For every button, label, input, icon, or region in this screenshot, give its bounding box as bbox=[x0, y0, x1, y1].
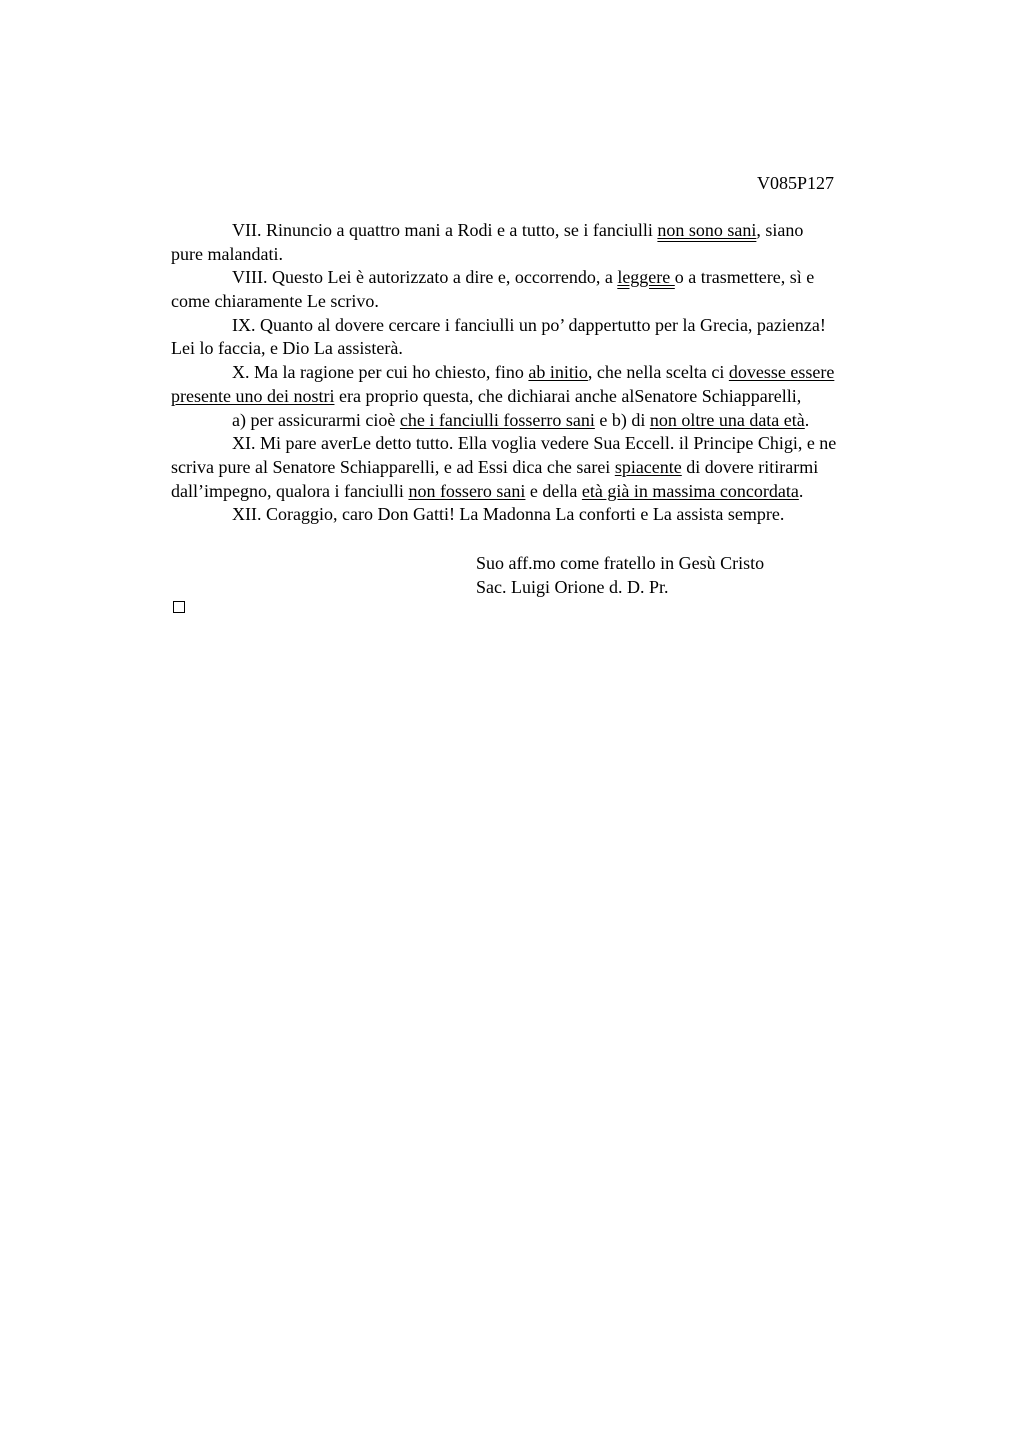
paragraph-11-line-3: dall’impegno, qualora i fanciulli non fossero sani e della età già in massima concordata. bbox=[171, 480, 804, 501]
paragraph-12-line-1: XII. Coraggio, caro Don Gatti! La Madonna La conforti e La assista sempre. bbox=[232, 504, 785, 525]
paragraph-8-line-2: come chiaramente Le scrivo. bbox=[171, 291, 379, 312]
letter-body bbox=[171, 219, 941, 527]
signature-name: Sac. Luigi Orione d. D. Pr. bbox=[476, 577, 669, 597]
double-underlined-phrase: leggere bbox=[617, 267, 675, 288]
page-reference: V085P127 bbox=[757, 173, 835, 193]
paragraph-7-line-2: pure malandati. bbox=[171, 243, 283, 264]
underlined-phrase: dovesse essere bbox=[728, 362, 835, 383]
paragraph-10-line-3: a) per assicurarmi cioè che i fanciulli fosserro sani e b) di non oltre una data età. bbox=[232, 409, 810, 430]
double-underlined-phrase: non sono sani bbox=[657, 220, 757, 240]
paragraph-11-line-2: scriva pure al Senatore Schiapparelli, e ad Essi dica che sarei spiacente di dovere ritirarmi bbox=[171, 456, 819, 477]
paragraph-10-line-2: presente uno dei nostri era proprio questa, che dichiarai anche alSenatore Schiapparelli, bbox=[171, 385, 802, 406]
paragraph-11-line-1: XI. Mi pare averLe detto tutto. Ella voglia vedere Sua Eccell. il Principe Chigi, e ne bbox=[232, 433, 837, 454]
paragraph-8-line-1: VIII. Questo Lei è autorizzato a dire e, occorrendo, a leggere o a trasmettere, sì e bbox=[232, 267, 815, 288]
signature-block bbox=[476, 551, 764, 599]
underlined-phrase: età già in massima concordata bbox=[581, 480, 799, 501]
square-box-icon bbox=[173, 601, 185, 613]
paragraph-9-line-2: Lei lo faccia, e Dio La assisterà. bbox=[171, 338, 403, 359]
signature-closing: Suo aff.mo come fratello in Gesù Cristo bbox=[476, 553, 765, 573]
underlined-phrase: non fossero sani bbox=[408, 480, 526, 501]
underlined-phrase: che i fanciulli fosserro sani bbox=[399, 409, 595, 430]
paragraph-7-line-1: VII. Rinuncio a quattro mani a Rodi e a tutto, se i fanciulli non sono sani, siano bbox=[232, 220, 804, 240]
underlined-phrase: spiacente bbox=[614, 456, 682, 477]
underlined-phrase: presente uno dei nostri bbox=[171, 385, 335, 406]
paragraph-9-line-1: IX. Quanto al dovere cercare i fanciulli un po’ dappertutto per la Grecia, pazienza! bbox=[232, 314, 826, 335]
paragraph-10-line-1: X. Ma la ragione per cui ho chiesto, fino ab initio, che nella scelta ci dovesse essere bbox=[232, 362, 835, 383]
underlined-phrase: non oltre una data età bbox=[649, 409, 805, 430]
underlined-phrase: ab initio bbox=[528, 362, 588, 383]
